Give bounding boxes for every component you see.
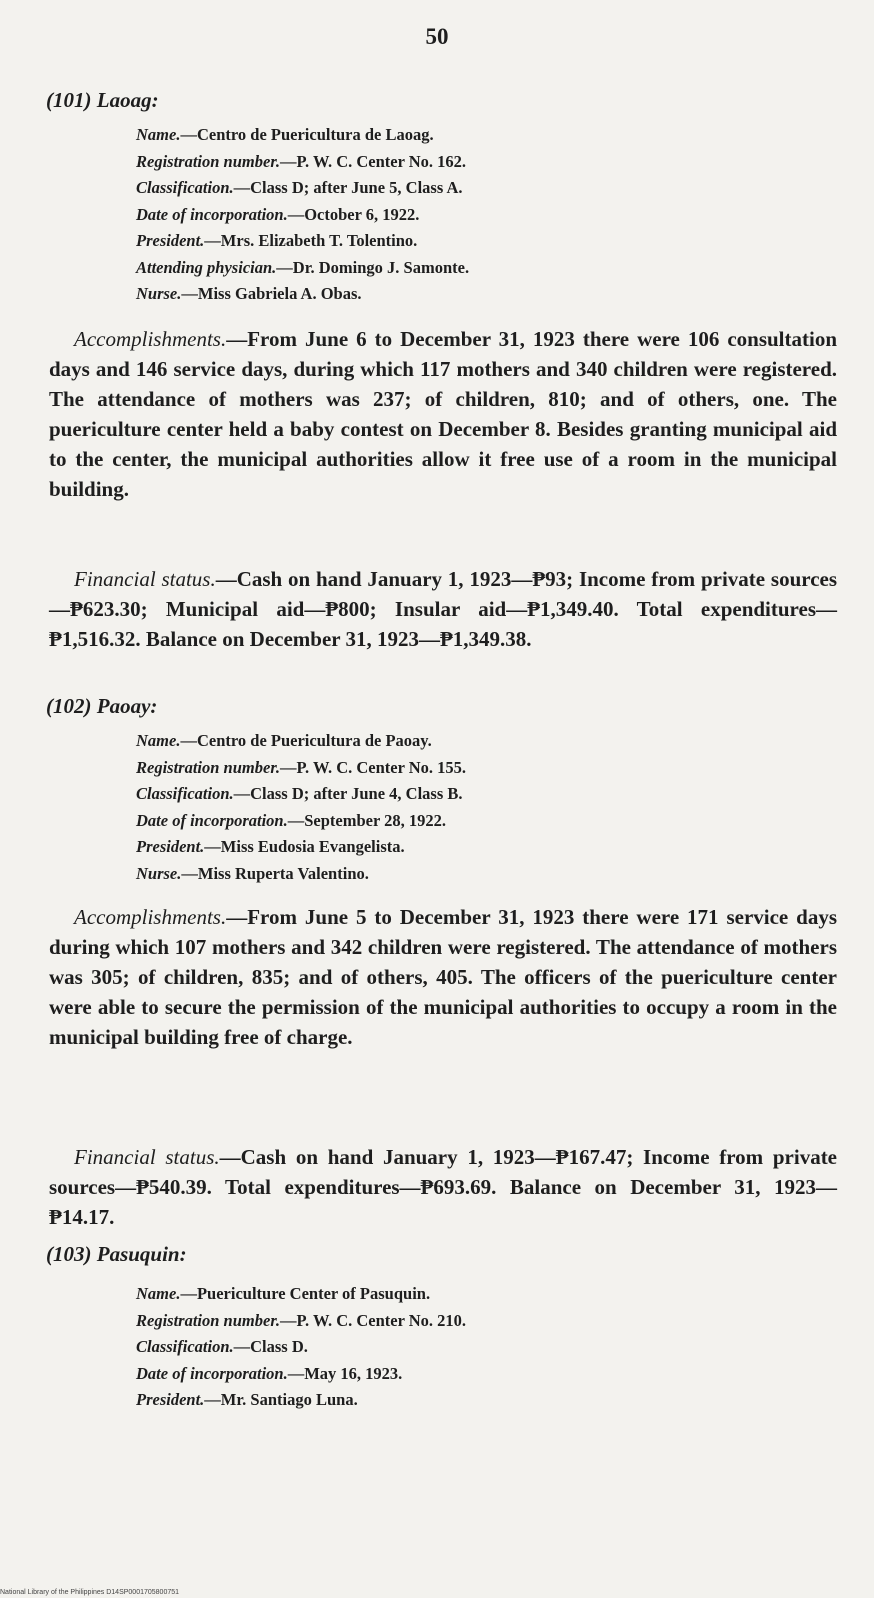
field-name: Name.—Puericulture Center of Pasuquin. (136, 1284, 431, 1303)
field-date-of-incorporation: Date of incorporation.—September 28, 1922. (136, 810, 446, 830)
paragraph-accomplishments-laoag: Accomplishments.—From June 6 to December 31, 1923 there were 106 consultation days and 146 service days, during which 117 mothers and 340 children were registered. The attendance of mothers was 237; of children, 810; and of others, one. The puericulture center held a baby contest on December 8. Besides granting municipal aid to the center, the municipal authorities allow it free use of a room in the municipal building. (49, 327, 837, 501)
field-classification: Classification.—Class D; after June 5, Class A. (136, 178, 463, 197)
field-name: Name.—Centro de Puericultura de Paoay. (136, 731, 432, 750)
field-registration-number: Registration number.—P. W. C. Center No. 162. (136, 151, 467, 171)
section-heading-paoay: (102) Paoay: (46, 694, 158, 718)
section-heading-pasuquin: (103) Pasuquin: (46, 1242, 187, 1266)
field-name: Name.—Centro de Puericultura de Laoag. (136, 125, 434, 144)
field-registration-number: Registration number.—P. W. C. Center No. 210. (136, 1310, 467, 1330)
paragraph-financial-status-paoay: Financial status.—Cash on hand January 1, 1923—₱167.47; Income from private sources—₱540.39. Total expenditures—₱693.69. Balance on December 31, 1923—₱14.17. (49, 1145, 838, 1229)
field-nurse: Nurse.—Miss Gabriela A. Obas. (136, 284, 362, 303)
page-number: 50 (425, 24, 449, 49)
field-date-of-incorporation: Date of incorporation.—October 6, 1922. (136, 204, 420, 224)
field-list-paoay (136, 728, 836, 887)
field-president: President.—Mr. Santiago Luna. (136, 1390, 358, 1409)
field-registration-number: Registration number.—P. W. C. Center No. 155. (136, 757, 467, 777)
paragraph-accomplishments-paoay: Accomplishments.—From June 5 to December 31, 1923 there were 171 service days during which 107 mothers and 342 children were registered. The attendance of mothers was 305; of children, 835; and of others, 405. The officers of the puericulture center were able to secure the permission of the municipal authorities to occupy a room in the municipal building free of charge. (49, 905, 837, 1049)
field-president: President.—Mrs. Elizabeth T. Tolentino. (136, 231, 418, 250)
field-list-laoag (136, 122, 836, 308)
field-president: President.—Miss Eudosia Evangelista. (136, 837, 405, 856)
field-classification: Classification.—Class D. (136, 1337, 308, 1356)
section-heading-laoag: (101) Laoag: (46, 88, 159, 112)
field-nurse: Nurse.—Miss Ruperta Valentino. (136, 863, 369, 883)
field-date-of-incorporation: Date of incorporation.—May 16, 1923. (136, 1363, 403, 1383)
paragraph-financial-status-laoag: Financial status.—Cash on hand January 1, 1923—₱93; Income from private sources—₱623.30; Municipal aid—₱800; Insular aid—₱1,349.40. Total expenditures—₱1,516.32. Balance on December 31, 1923—₱1,349.38. (49, 567, 838, 651)
field-classification: Classification.—Class D; after June 4, Class B. (136, 784, 463, 803)
field-list-pasuquin (136, 1281, 836, 1414)
field-attending-physician: Attending physician.—Dr. Domingo J. Samonte. (136, 257, 470, 277)
footer-credit: National Library of the Philippines D14SP0001705800751 (0, 1589, 180, 1596)
